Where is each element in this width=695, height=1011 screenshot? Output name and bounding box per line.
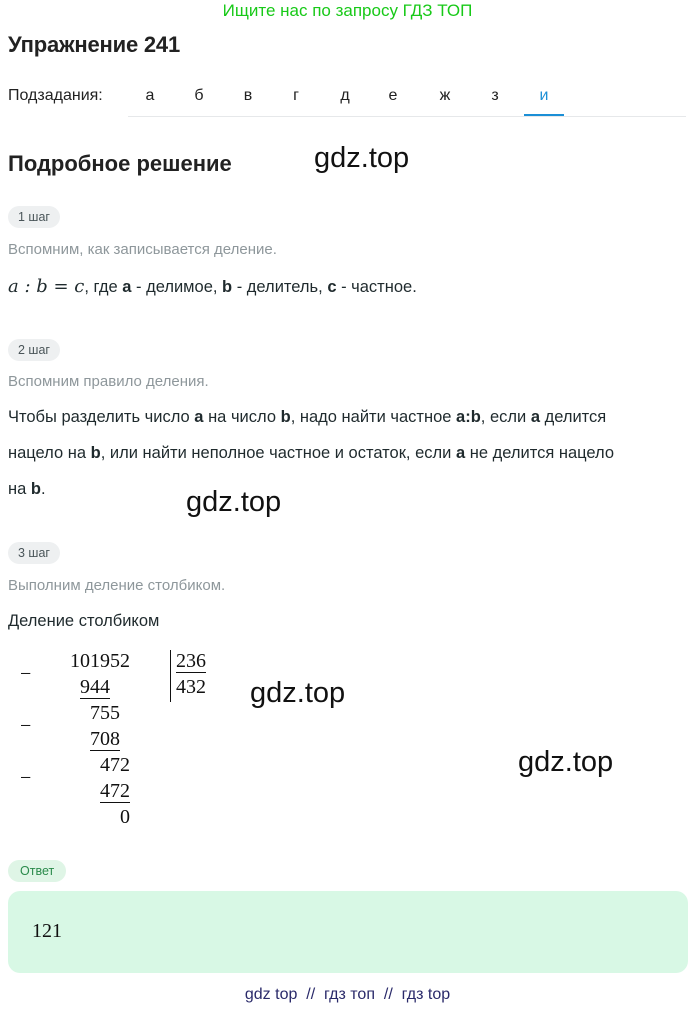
dividend: 101952: [70, 650, 130, 672]
subtask-tab-g[interactable]: г: [293, 87, 299, 104]
remainder-1: 755: [90, 702, 120, 724]
subtask-tab-zh[interactable]: ж: [439, 87, 451, 104]
watermark: gdz.top: [314, 142, 410, 174]
subtrahend-2: 708: [90, 728, 120, 750]
subtask-tab-b[interactable]: б: [194, 87, 204, 104]
step-2-hint: Вспомним правило деления.: [8, 373, 209, 390]
quotient: 432: [176, 676, 206, 698]
minus-sign: −: [20, 715, 32, 737]
watermark: gdz.top: [186, 486, 282, 518]
division-bar-vertical: [170, 650, 171, 702]
step-2-rule-line-3: на b.: [8, 480, 46, 498]
subtask-tab-d[interactable]: д: [340, 87, 350, 104]
answer-value: 121: [32, 920, 62, 942]
step-2-badge: 2 шаг: [8, 339, 60, 361]
long-division-label: Деление столбиком: [8, 612, 160, 630]
watermark: gdz.top: [518, 746, 614, 778]
search-banner[interactable]: Ищите нас по запросу ГДЗ ТОП: [222, 1, 473, 20]
remainder-2: 472: [100, 754, 130, 776]
answer-box: [8, 891, 688, 973]
subtask-tab-a[interactable]: а: [145, 87, 155, 104]
formula: a : b = c: [8, 276, 85, 297]
subtasks-label: Подзадания:: [8, 87, 103, 104]
minus-sign: −: [20, 663, 32, 685]
solution-title: Подробное решение: [8, 151, 232, 176]
long-division: [0, 645, 240, 835]
footer-links[interactable]: gdz top // гдз топ // гдз top: [244, 986, 451, 1003]
subtrahend-3: 472: [100, 780, 130, 802]
page-title: Упражнение 241: [8, 32, 180, 57]
divisor: 236: [176, 650, 206, 672]
subtask-tab-z[interactable]: з: [491, 87, 499, 104]
step-2-rule-line-1: Чтобы разделить число a на число b, надо найти частное a:b, если a делится: [8, 408, 607, 426]
subtask-tab-v[interactable]: в: [243, 87, 253, 104]
step-1-badge: 1 шаг: [8, 206, 60, 228]
subtask-tab-e[interactable]: е: [388, 87, 398, 104]
subtask-tab-i[interactable]: и: [524, 78, 564, 116]
step-3-badge: 3 шаг: [8, 542, 60, 564]
step-2-rule-line-2: нацело на b, или найти неполное частное и остаток, если a не делится нацело: [8, 444, 615, 462]
step-1-hint: Вспомним, как записывается деление.: [8, 241, 277, 258]
subtasks-tabs: [128, 78, 686, 117]
step-1-formula-line: a : b = c, где a - делимое, b - делитель, c - частное.: [8, 276, 417, 297]
minus-sign: −: [20, 767, 32, 789]
final-remainder: 0: [120, 806, 130, 828]
subtrahend-1: 944: [80, 676, 110, 698]
step-3-hint: Выполним деление столбиком.: [8, 577, 226, 594]
answer-badge: Ответ: [8, 860, 66, 882]
watermark: gdz.top: [250, 677, 346, 709]
